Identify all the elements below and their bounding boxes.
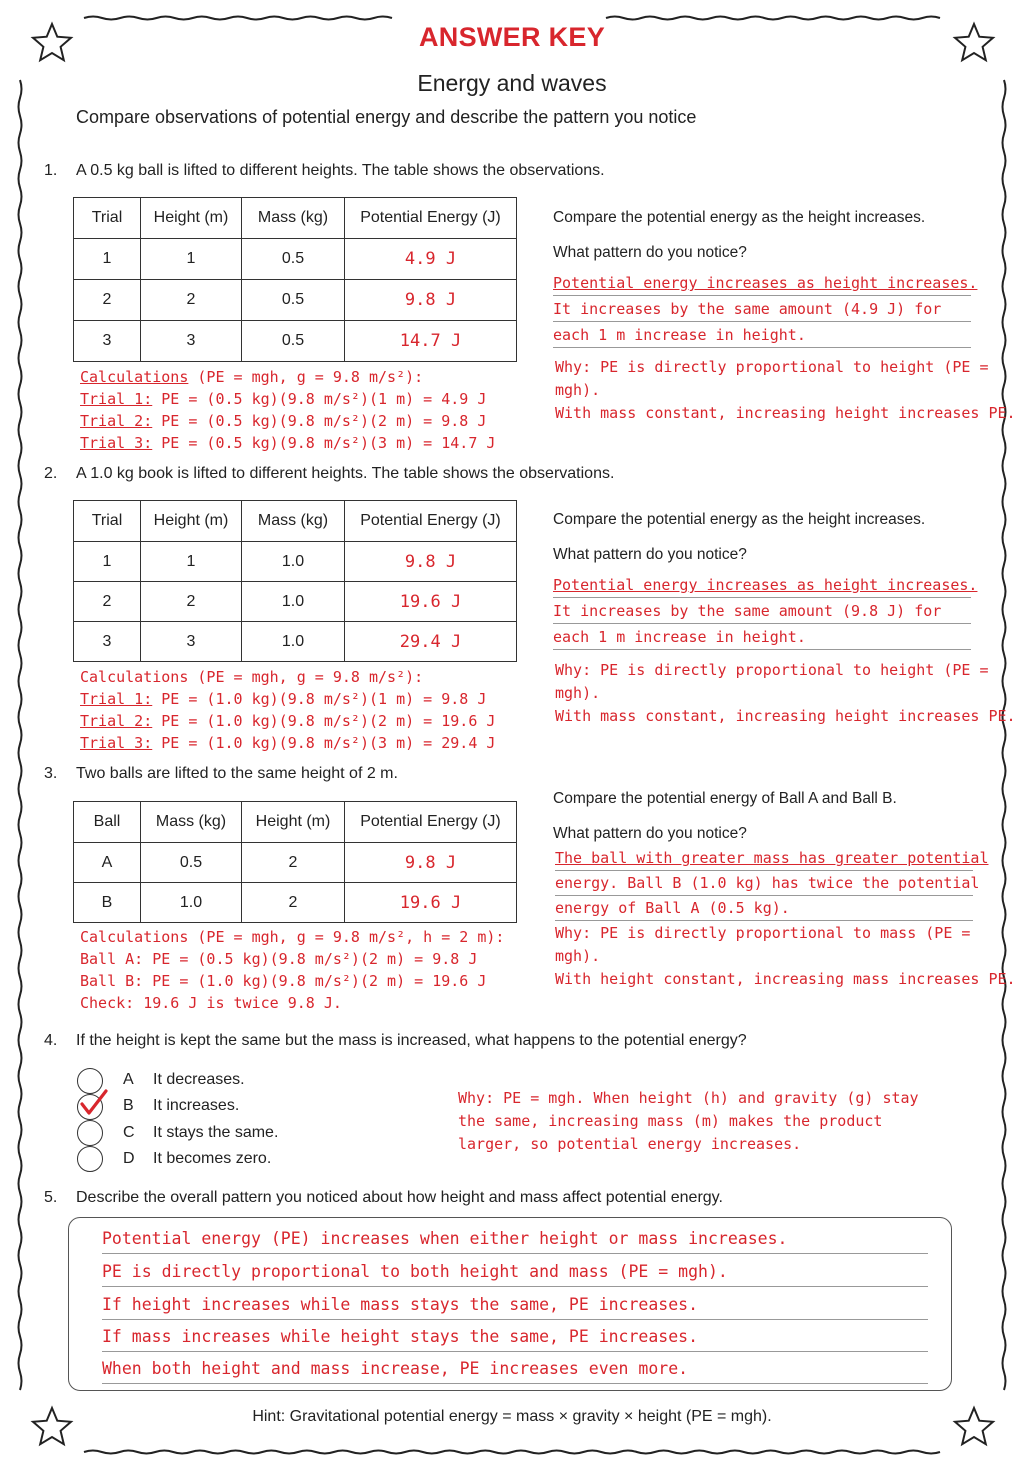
q3-why — [555, 922, 1024, 991]
table-cell: 2 — [74, 582, 141, 622]
answer-text: Potential energy increases as height increases. — [553, 576, 978, 594]
potential-energy-answer: 29.4 J — [345, 622, 517, 662]
table-cell: 1 — [141, 542, 242, 582]
table-cell: 2 — [74, 280, 141, 321]
potential-energy-answer: 14.7 J — [345, 321, 517, 362]
q2-text: A 1.0 kg book is lifted to different heights. The table shows the observations. — [76, 465, 615, 482]
q5-text: Describe the overall pattern you noticed about how height and mass affect potential energy. — [76, 1189, 723, 1206]
option-b-text: It increases. — [153, 1097, 240, 1114]
calc-trial-text: PE = (0.5 kg)(9.8 m/s²)(3 m) = 14.7 J — [152, 434, 496, 452]
calc-line — [80, 388, 495, 410]
table-header-row — [74, 802, 517, 843]
calc-trial-text: PE = (0.5 kg)(9.8 m/s²)(1 m) = 4.9 J — [152, 390, 487, 408]
worksheet-intro: Compare observations of potential energy and describe the pattern you notice — [76, 107, 697, 127]
q5-answer-line-5: When both height and mass increase, PE increases even more. — [102, 1355, 928, 1384]
q3-answer-line-1 — [555, 845, 989, 871]
calc-line — [80, 410, 495, 432]
table-cell: 3 — [74, 321, 141, 362]
table-cell: 3 — [141, 321, 242, 362]
q1-compare-prompt: Compare the potential energy as the height increases. — [553, 209, 926, 226]
checkmark-icon — [76, 1088, 112, 1122]
q2-answer-line-2: It increases by the same amount (9.8 J) for — [553, 598, 971, 624]
table-row — [74, 883, 517, 923]
table-cell: 0.5 — [242, 280, 345, 321]
q3-answer-line-3: energy of Ball A (0.5 kg). — [555, 895, 973, 921]
option-c-letter: C — [123, 1124, 135, 1141]
table-header-cell: Potential Energy (J) — [345, 501, 517, 542]
calc-line — [80, 432, 495, 454]
q4-number: 4. — [44, 1032, 58, 1049]
q2-why — [555, 659, 1024, 728]
why-line: larger, so potential energy increases. — [458, 1135, 802, 1153]
table-cell: 1.0 — [141, 883, 242, 923]
table-row — [74, 622, 517, 662]
q1-why — [555, 356, 1024, 425]
calc-line: Ball B: PE = (1.0 kg)(9.8 m/s²)(2 m) = 19.6 J — [80, 972, 487, 990]
q5-answer-line-1: Potential energy (PE) increases when either height or mass increases. — [102, 1225, 928, 1254]
potential-energy-answer: 9.8 J — [345, 843, 517, 883]
calc-line — [80, 732, 495, 754]
q1-calculations — [80, 366, 495, 454]
table-cell: 2 — [242, 883, 345, 923]
calc-trial-text: PE = (1.0 kg)(9.8 m/s²)(1 m) = 9.8 J — [152, 690, 487, 708]
calc-line — [80, 688, 495, 710]
table-header-cell: Height (m) — [141, 198, 242, 239]
q1-number: 1. — [44, 162, 58, 179]
answer-text: The ball with greater mass has greater potential — [555, 849, 989, 867]
q3-compare-prompt: Compare the potential energy of Ball A and Ball B. — [553, 790, 897, 807]
calc-line: Check: 19.6 J is twice 9.8 J. — [80, 994, 342, 1012]
calc-trial-label: Trial 2: — [80, 412, 153, 430]
table-header-cell: Ball — [74, 802, 141, 843]
q3-text: Two balls are lifted to the same height of 2 m. — [76, 765, 398, 782]
worksheet-title: Energy and waves — [417, 70, 607, 96]
q3-answer-line-2: energy. Ball B (1.0 kg) has twice the potential — [555, 870, 973, 896]
potential-energy-answer: 4.9 J — [345, 239, 517, 280]
q2-compare-prompt: Compare the potential energy as the height increases. — [553, 511, 926, 528]
option-b-letter: B — [123, 1097, 134, 1114]
table-cell: 0.5 — [242, 239, 345, 280]
calc-trial-label: Trial 1: — [80, 390, 153, 408]
calc-trial-text: PE = (1.0 kg)(9.8 m/s²)(2 m) = 19.6 J — [152, 712, 496, 730]
q4-why — [458, 1087, 919, 1156]
option-c-text: It stays the same. — [153, 1124, 279, 1141]
q3-table — [73, 801, 517, 923]
calc-heading-rest: (PE = mgh, g = 9.8 m/s²): — [188, 368, 424, 386]
why-line: Why: PE = mgh. When height (h) and gravity (g) stay — [458, 1089, 919, 1107]
option-d-text: It becomes zero. — [153, 1150, 272, 1167]
table-header-cell: Trial — [74, 198, 141, 239]
table-cell: A — [74, 843, 141, 883]
calc-trial-label: Trial 3: — [80, 734, 153, 752]
calc-trial-label: Trial 1: — [80, 690, 153, 708]
why-line: With height constant, increasing mass increases PE. — [555, 970, 1016, 988]
q1-text: A 0.5 kg ball is lifted to different heights. The table shows the observations. — [76, 162, 605, 179]
calc-trial-text: PE = (1.0 kg)(9.8 m/s²)(3 m) = 29.4 J — [152, 734, 496, 752]
q2-answer-line-3: each 1 m increase in height. — [553, 624, 971, 650]
table-header-cell: Mass (kg) — [242, 501, 345, 542]
table-header-cell: Trial — [74, 501, 141, 542]
q3-calculations — [80, 926, 504, 1014]
calc-heading-label: Calculations — [80, 368, 189, 386]
table-cell: 1 — [74, 542, 141, 582]
table-cell: 1.0 — [242, 582, 345, 622]
potential-energy-answer: 19.6 J — [345, 582, 517, 622]
table-cell: 0.5 — [141, 843, 242, 883]
q2-calculations — [80, 666, 495, 754]
calc-line: Ball A: PE = (0.5 kg)(9.8 m/s²)(2 m) = 9.8 J — [80, 950, 478, 968]
table-cell: 2 — [141, 280, 242, 321]
table-row — [74, 542, 517, 582]
q2-answer-line-1 — [553, 572, 978, 598]
table-header-cell: Potential Energy (J) — [345, 802, 517, 843]
q1-pattern-question: What pattern do you notice? — [553, 244, 747, 261]
potential-energy-answer: 9.8 J — [345, 280, 517, 321]
table-row — [74, 239, 517, 280]
q5-number: 5. — [44, 1189, 58, 1206]
option-c-radio[interactable] — [77, 1120, 103, 1146]
table-header-cell: Mass (kg) — [242, 198, 345, 239]
table-row — [74, 582, 517, 622]
potential-energy-answer: 9.8 J — [345, 542, 517, 582]
q4-text: If the height is kept the same but the mass is increased, what happens to the potential energy? — [76, 1032, 747, 1049]
answer-text: Potential energy increases as height increases. — [553, 274, 978, 292]
table-cell: 1 — [74, 239, 141, 280]
calc-trial-label: Trial 3: — [80, 434, 153, 452]
table-header-cell: Height (m) — [141, 501, 242, 542]
table-row — [74, 843, 517, 883]
table-header-cell: Potential Energy (J) — [345, 198, 517, 239]
answer-key-heading: ANSWER KEY — [418, 22, 605, 52]
option-a-text: It decreases. — [153, 1071, 245, 1088]
calc-heading: Calculations (PE = mgh, g = 9.8 m/s², h = 2 m): — [80, 928, 505, 946]
option-d-radio[interactable] — [77, 1146, 103, 1172]
q5-answer-line-3: If height increases while mass stays the same, PE increases. — [102, 1291, 928, 1320]
hint-text: Hint: Gravitational potential energy = mass × gravity × height (PE = mgh). — [252, 1408, 772, 1425]
table-cell: 0.5 — [242, 321, 345, 362]
table-cell: 1.0 — [242, 622, 345, 662]
q3-pattern-question: What pattern do you notice? — [553, 825, 747, 842]
table-cell: 2 — [141, 582, 242, 622]
q1-table — [73, 197, 517, 362]
table-cell: 3 — [74, 622, 141, 662]
q5-answer-line-4: If mass increases while height stays the same, PE increases. — [102, 1323, 928, 1352]
why-line: With mass constant, increasing height increases PE. — [555, 404, 1016, 422]
potential-energy-answer: 19.6 J — [345, 883, 517, 923]
q2-number: 2. — [44, 465, 58, 482]
table-header-row — [74, 198, 517, 239]
why-line: With mass constant, increasing height increases PE. — [555, 707, 1016, 725]
table-cell: 1.0 — [242, 542, 345, 582]
why-line: Why: PE is directly proportional to height (PE = mgh). — [555, 358, 989, 399]
table-header-row — [74, 501, 517, 542]
q2-pattern-question: What pattern do you notice? — [553, 546, 747, 563]
calc-heading: Calculations (PE = mgh, g = 9.8 m/s²): — [80, 668, 424, 686]
calc-trial-label: Trial 2: — [80, 712, 153, 730]
table-row — [74, 321, 517, 362]
option-a-letter: A — [123, 1071, 134, 1088]
why-line: the same, increasing mass (m) makes the product — [458, 1112, 883, 1130]
table-cell: 2 — [242, 843, 345, 883]
table-header-cell: Mass (kg) — [141, 802, 242, 843]
calc-trial-text: PE = (0.5 kg)(9.8 m/s²)(2 m) = 9.8 J — [152, 412, 487, 430]
q1-answer-line-3: each 1 m increase in height. — [553, 322, 971, 348]
table-cell: B — [74, 883, 141, 923]
q3-number: 3. — [44, 765, 58, 782]
why-line: Why: PE is directly proportional to height (PE = mgh). — [555, 661, 989, 702]
table-row — [74, 280, 517, 321]
q1-answer-line-1 — [553, 270, 978, 296]
q1-answer-line-2: It increases by the same amount (4.9 J) for — [553, 296, 971, 322]
table-cell: 3 — [141, 622, 242, 662]
calc-line — [80, 710, 495, 732]
why-line: Why: PE is directly proportional to mass (PE = mgh). — [555, 924, 971, 965]
table-header-cell: Height (m) — [242, 802, 345, 843]
option-d-letter: D — [123, 1150, 135, 1167]
q2-table — [73, 500, 517, 662]
calc-heading — [80, 366, 495, 388]
table-cell: 1 — [141, 239, 242, 280]
q5-answer-line-2: PE is directly proportional to both height and mass (PE = mgh). — [102, 1258, 928, 1287]
